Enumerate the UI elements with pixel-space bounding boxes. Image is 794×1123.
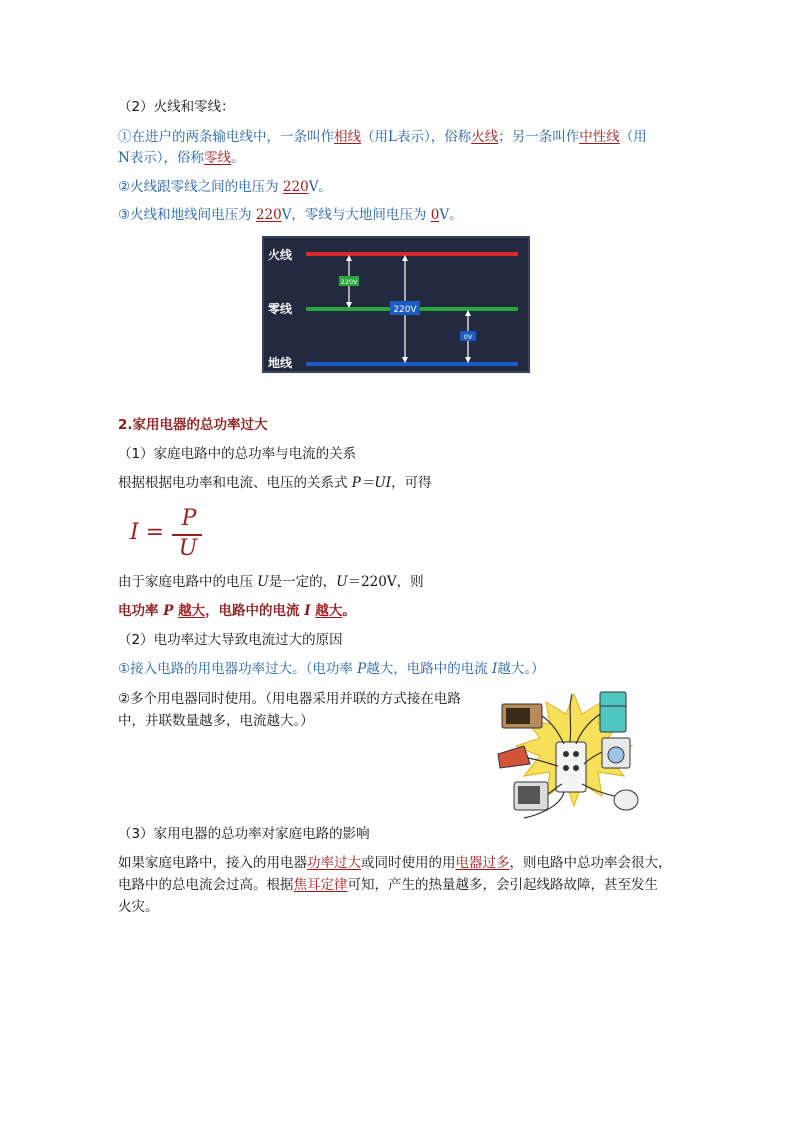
ground-wire-label: 地线 (268, 356, 293, 370)
term-zero-wire: 零线 (204, 150, 232, 166)
paragraph-power-current-conclusion: 电功率 P 越大，电路中的电流 I 越大。 (118, 603, 356, 619)
paragraph-impact-end: 火灾。 (118, 899, 159, 915)
paragraph-reason-many-appliances-cont: 中，并联数量越多，电流越大。） (118, 713, 314, 729)
voltage-neutral-ground: 0V (463, 333, 473, 341)
formula-numerator: P (181, 506, 197, 531)
formula-p-ui: P＝UI (351, 475, 392, 491)
overloaded-socket-illustration (494, 684, 654, 824)
paragraph-live-neutral-voltage: ②火线跟零线之间的电压为 220V。 (118, 179, 332, 195)
subsection-heading-impact: （3）家用电器的总功率对家庭电路的影响 (118, 826, 370, 842)
paragraph-ground-voltage: ③火线和地线间电压为 220V，零线与大地间电压为 0V。 (118, 207, 463, 223)
live-wire-label: 火线 (268, 248, 293, 262)
paragraph-constant-voltage: 由于家庭电路中的电压 U是一定的，U＝220V，则 (118, 574, 424, 590)
fridge-icon (600, 692, 626, 732)
iron-icon (498, 746, 530, 768)
paragraph-reason-high-power: ①接入电路的用电器功率过大。（电功率 P越大，电路中的电流 I越大。） (118, 661, 545, 677)
term-phase-line: 相线 (334, 129, 361, 145)
formula-i-equals-p-over-u (130, 506, 210, 562)
voltage-live-ground: 220V (393, 305, 417, 315)
paragraph-phase-line-cont: N表示），俗称零线。 (118, 150, 245, 166)
voltage-live-neutral: 220V (340, 278, 358, 286)
paragraph-phase-line: ①在进户的两条输电线中，一条叫作相线（用L表示），俗称火线；另一条叫作中性线（用 (118, 129, 647, 145)
paragraph-impact-cont: 电路中的总电流会过高。根据焦耳定律可知，产生的热量越多，会引起线路故障，甚至发生 (118, 877, 658, 893)
term-neutral-line: 中性线 (579, 129, 620, 145)
paragraph-reason-many-appliances: ②多个用电器同时使用。（用电器采用并联的方式接在电路 (118, 691, 461, 707)
subsection-heading-live-neutral: （2）火线和零线： (118, 99, 235, 115)
rice-cooker-icon (614, 790, 638, 810)
paragraph-power-formula: 根据根据电功率和电流、电压的关系式 P＝UI，可得 (118, 475, 432, 491)
subsection-heading-power-current: （1）家庭电路中的总功率与电流的关系 (118, 446, 357, 462)
section-title-total-power: 2.家用电器的总功率过大 (118, 417, 268, 433)
formula-denominator: U (178, 536, 198, 561)
subsection-heading-causes: （2）电功率过大导致电流过大的原因 (118, 632, 343, 648)
neutral-wire-label: 零线 (268, 302, 293, 316)
term-live-wire: 火线 (471, 129, 499, 145)
paragraph-impact: 如果家庭电路中，接入的用电器功率过大或同时使用的用电器过多，则电路中总功率会很大， (118, 855, 672, 871)
wire-voltage-diagram (262, 236, 530, 373)
formula-lhs: I = (130, 520, 165, 545)
